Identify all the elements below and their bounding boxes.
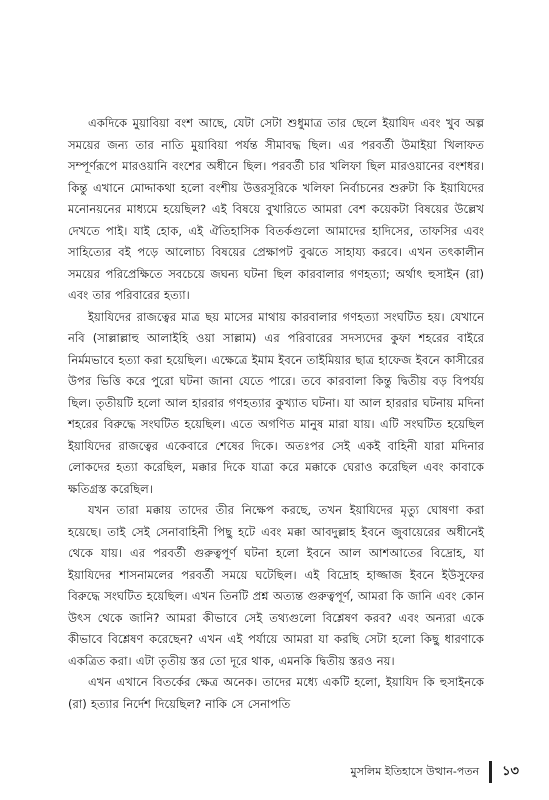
running-title: মুসলিম ইতিহাসে উত্থান-পতন [350,764,480,778]
page-body [68,113,484,763]
paragraph-1: একদিকে মুয়াবিয়া বংশ আছে, যেটা সেটা শুধুমাত্র তার ছেলে ইয়াযিদ এবং খুব অল্প সময়ের জন্য তার নাতি মুয়াবিয়া পর্যন্ত সীমাবদ্ধ ছিল। এর পরবর্তী উমাইয়া খিলাফত সম্পূর্ণরূপে মারওয়ানি বংশের অধীনে ছিল। পরবর্তী চার খলিফা ছিল মারওয়ানের বংশধর। কিন্তু এখানে মোদ্দাকথা হলো বংশীয় উত্তরসূরিকে খলিফা নির্বাচনের শুরুটা কি ইয়াযিদের মনোনয়নের মাধ্যমে হয়েছিল? এই বিষয়ে বুখারিতে আমরা বেশ কয়েকটা বিষয়ের উল্লেখ দেখতে পাই। যাই হোক, এই ঐতিহাসিক বিতর্কগুলো আমাদের হাদিসের, তাফসির এবং সাহিত্যের বই পড়ে আলোচ্য বিষয়ের প্রেক্ষাপট বুঝতে সাহায্য করবে। এখন তৎকালীন সময়ের পরিপ্রেক্ষিতে সবচেয়ে জঘন্য ঘটনা ছিল কারবালার গণহত্যা; অর্থাৎ হুসাইন (রা) এবং তার পরিবারের হত্যা। [68,116,484,302]
page-number: ১৩ [502,763,519,779]
paragraph-3: যখন তারা মক্কায় তাদের তীর নিক্ষেপ করছে, তখন ইয়াযিদের মৃত্যু ঘোষণা করা হয়েছে। তাই সেই সেনাবাহিনী পিছু হটে এবং মক্কা আবদুল্লাহ ইবনে জুবায়েরের অধীনেই থেকে যায়। এর পরবর্তী গুরুত্বপূর্ণ ঘটনা হলো ইবনে আল আশআতের বিদ্রোহ, যা ইয়াযিদের শাসনামলের পরবর্তী সময়ে ঘটেছিল। এই বিদ্রোহ হাজ্জাজ ইবনে ইউসুফের বিরুদ্ধে সংঘটিত হয়েছিল। এখন তিনটি প্রশ্ন অত্যন্ত গুরুত্বপূর্ণ, আমরা কি জানি এবং কোন উৎস থেকে জানি? আমরা কীভাবে সেই তথ্যগুলো বিশ্লেষণ করব? এবং অন্যরা একে কীভাবে বিশ্লেষণ করেছেন? এখন এই পর্যায়ে আমরা যা করছি সেটা হলো কিছু ধারণাকে একত্রিত করা। এটা তৃতীয় স্তর তো দূরে থাক, এমনকি দ্বিতীয় স্তরও নয়। [68,503,484,668]
paragraph-4: এখন এখানে বিতর্কের ক্ষেত্র অনেক। তাদের মধ্যে একটি হলো, ইয়াযিদ কি হুসাইনকে (রা) হত্যার নির্দেশ দিয়েছিল? নাকি সে সেনাপতি [68,675,484,711]
page-footer [351,760,520,784]
paragraph-2: ইয়াযিদের রাজত্বের মাত্র ছয় মাসের মাথায় কারবালার গণহত্যা সংঘটিত হয়। যেখানে নবি (সাল্লাল্লাহু আলাইহি ওয়া সাল্লাম) এর পরিবারের সদস্যদের কুফা শহরের বাইরে নির্মমভাবে হত্যা করা হয়েছিল। এক্ষেত্রে ইমাম ইবনে তাইমিয়ার ছাত্র হাফেজ ইবনে কাসীরের উপর ভিত্তি করে পুরো ঘটনা জানা যেতে পারে। তবে কারবালা কিন্তু দ্বিতীয় বড় বিপর্যয় ছিল। তৃতীয়টি হলো আল হাররার গণহত্যার কুখ্যাত ঘটনা। যা আল হাররার ঘটনায় মদিনা শহরের বিরুদ্ধে সংঘটিত হয়েছিল। এতে অগণিত মানুষ মারা যায়। এটি সংঘটিত হয়েছিল ইয়াযিদের রাজত্বের একেবারে শেষের দিকে। অতঃপর সেই একই বাহিনী যারা মদিনার লোকদের হত্যা করেছিল, মক্কার দিকে যাত্রা করে মক্কাকে ঘেরাও করেছিল এবং কাবাকে ক্ষতিগ্রস্ত করেছিল। [68,309,484,496]
footer-divider [489,761,492,783]
